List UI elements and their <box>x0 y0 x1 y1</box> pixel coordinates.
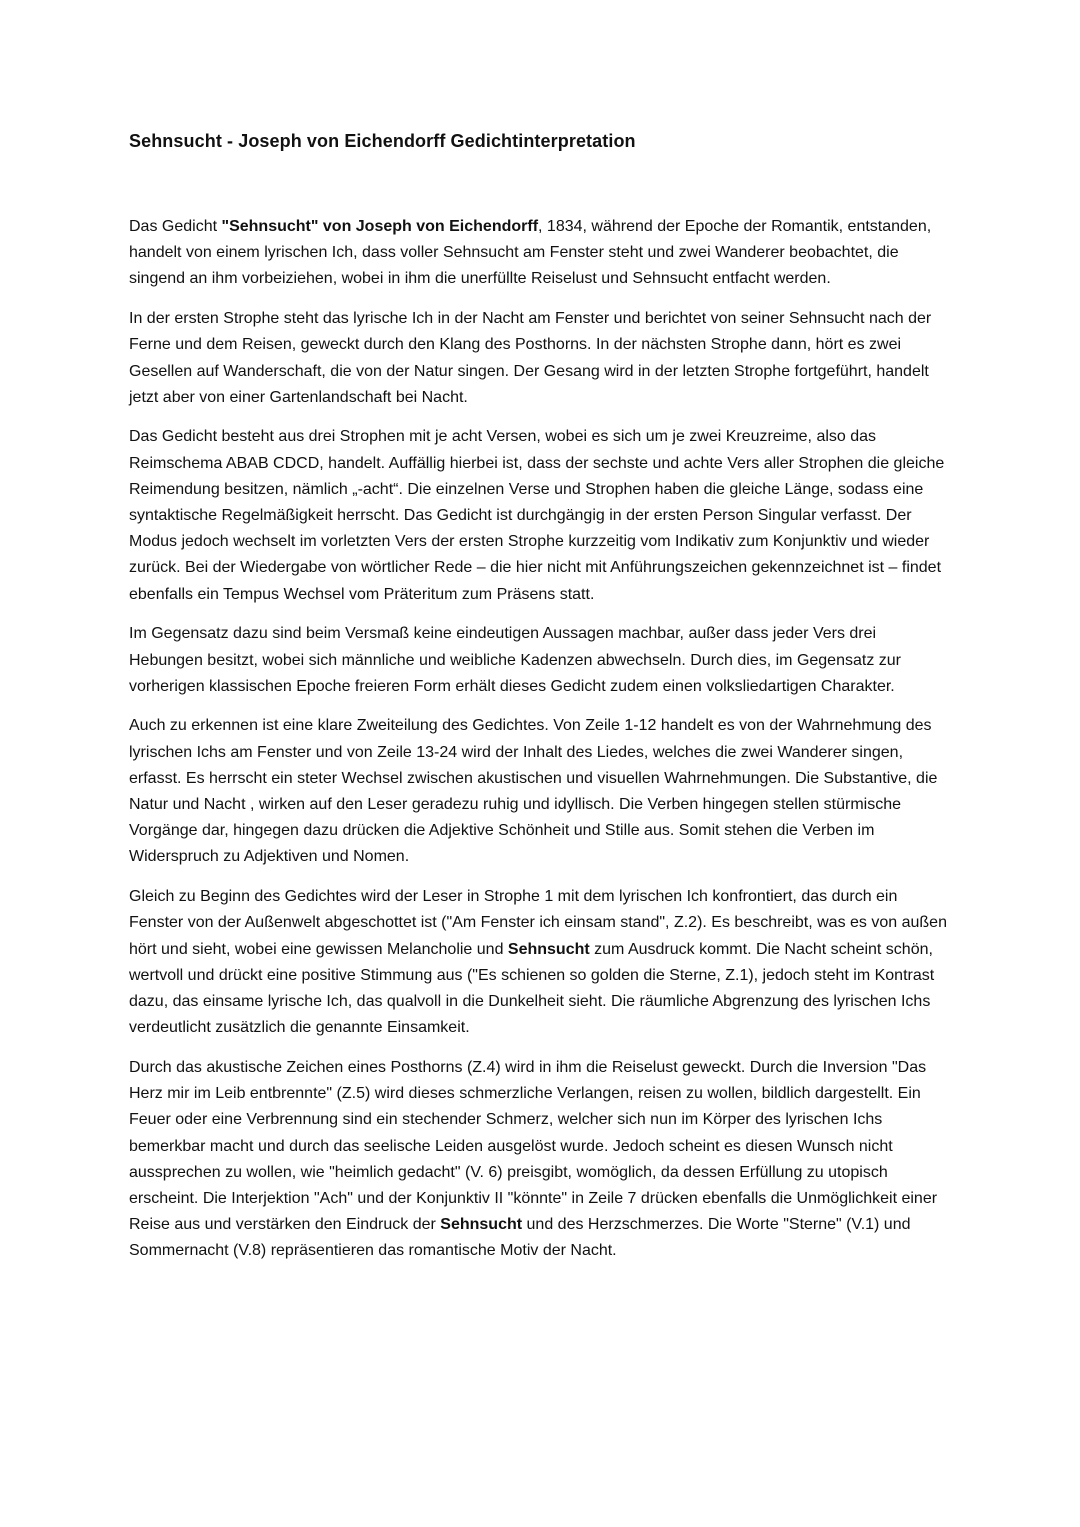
document-page <box>129 128 953 1278</box>
text-run: In der ersten Strophe steht das lyrische Ich in der Nacht am Fenster und berichtet von seiner Sehnsucht nach der Ferne und dem Reisen, geweckt durch den Klang des Posthorns. In der nächsten Strophe dann, hört es zwei Gesellen auf Wanderschaft, die von der Natur singen. Der Gesang wird in der letzten Strophe fortgeführt, handelt jetzt aber von einer Gartenlandschaft bei Nacht. <box>129 310 932 406</box>
text-run: Das Gedicht <box>129 218 222 235</box>
text-run: Das Gedicht besteht aus drei Strophen mit je acht Versen, wobei es sich um je zwei Kreuzreime, also das Reimschema ABAB CDCD, handelt. Auffällig hierbei ist, dass der sechste und achte Vers aller Strophen die gleiche Reimendung besitzen, nämlich „-acht“. Die einzelnen Verse und Strophen haben die gleiche Länge, sodass eine syntaktische Regelmäßigkeit herrscht. Das Gedicht ist durchgängig in der ersten Person Singular verfasst. Der Modus jedoch wechselt im vorletzten Vers der ersten Strophe kurzzeitig vom Indikativ zum Konjunktiv und wieder zurück. Bei der Wiedergabe von wörtlicher Rede – die hier nicht mit Anführungszeichen gekennzeichnet ist – findet ebenfalls ein Tempus Wechsel vom Präteritum zum Präsens statt. <box>129 428 945 603</box>
text-run: Gleich zu Beginn des Gedichtes wird der Leser in Strophe 1 mit dem lyrischen Ich konfrontiert, das durch ein Fenster von der Außenwelt abgeschottet ist ("Am Fenster ich einsam stand", Z.2). Es beschreibt, was es von außen hört und sieht, wobei eine gewissen Melancholie und <box>129 888 947 958</box>
bold-text-run: Sehnsucht <box>440 1216 523 1234</box>
text-run: Durch das akustische Zeichen eines Posthorns (Z.4) wird in ihm die Reiselust geweckt. Durch die Inversion "Das Herz mir im Leib entbrennte" (Z.5) wird dieses schmerzliche Verlangen, reisen zu wollen, bildlich dargestellt. Ein Feuer oder eine Verbrennung sind ein stechender Schmerz, welcher sich nun im Körper des lyrischen Ichs bemerkbar macht und durch das seelische Leiden ausgelöst wurde. Jedoch scheint es diesen Wunsch nicht aussprechen zu wollen, wie "heimlich gedacht" (V. 6) preisgibt, womöglich, da dessen Erfüllung zu utopisch erscheint. Die Interjektion "Ach" und der Konjunktiv II "könnte" in Zeile 7 drücken ebenfalls die Unmöglichkeit einer Reise aus und verstärken den Eindruck der <box>129 1058 938 1234</box>
text-run: Im Gegensatz dazu sind beim Versmaß keine eindeutigen Aussagen machbar, außer dass jeder Vers drei Hebungen besitzt, wobei sich männliche und weibliche Kadenzen abwechseln. Durch dies, im Gegensatz zur vorherigen klassischen Epoche freieren Form erhält dieses Gedicht zudem einen volksliedartigen Charakter. <box>129 625 901 695</box>
body-paragraph <box>129 884 953 1041</box>
text-run: zum Ausdruck kommt. Die Nacht scheint schön, wertvoll und drückt eine positive Stimmung aus ("Es schienen so golden die Sterne, Z.1), jedoch steht im Kontrast dazu, das einsame lyrische Ich, das qualvoll in die Dunkelheit sieht. Die räumliche Abgrenzung des lyrischen Ichs verdeutlicht zusätzlich die genannte Einsamkeit. <box>129 940 935 1037</box>
body-paragraph <box>129 306 953 411</box>
text-run: Auch zu erkennen ist eine klare Zweiteilung des Gedichtes. Von Zeile 1-12 handelt es von der Wahrnehmung des lyrischen Ichs am Fenster und von Zeile 13-24 wird der Inhalt des Liedes, welches die zwei Wanderer singen, erfasst. Es herrscht ein steter Wechsel zwischen akustischen und visuellen Wahrnehmungen. Die Substantive, die Natur und Nacht , wirken auf den Leser geradezu ruhig und idyllisch. Die Verben hingegen stellen stürmische Vorgänge dar, hingegen dazu drücken die Adjektive Schönheit und Stille aus. Somit stehen die Verben im Widerspruch zu Adjektiven und Nomen. <box>129 717 938 866</box>
body-paragraph <box>129 1055 953 1265</box>
body-paragraph <box>129 713 953 870</box>
body-paragraph <box>129 621 953 700</box>
bold-text-run: Sehnsucht <box>507 940 590 958</box>
document-body <box>129 214 953 1265</box>
document-title: Sehnsucht - Joseph von Eichendorff Gedichtinterpretation <box>129 131 636 151</box>
text-run: , 1834, während der Epoche der Romantik, entstanden, handelt von einem lyrischen Ich, dass voller Sehnsucht am Fenster steht und zwei Wanderer beobachtet, die singend an ihm vorbeiziehen, wobei in ihm die unerfüllte Reiselust und Sehnsucht entfacht werden. <box>129 218 932 288</box>
body-paragraph <box>129 214 953 293</box>
body-paragraph <box>129 424 953 607</box>
text-run: und des Herzschmerzes. Die Worte "Sterne" (V.1) und Sommernacht (V.8) repräsentieren das romantische Motiv der Nacht. <box>129 1216 911 1260</box>
bold-text-run: "Sehnsucht" von Joseph von Eichendorff <box>221 218 539 235</box>
